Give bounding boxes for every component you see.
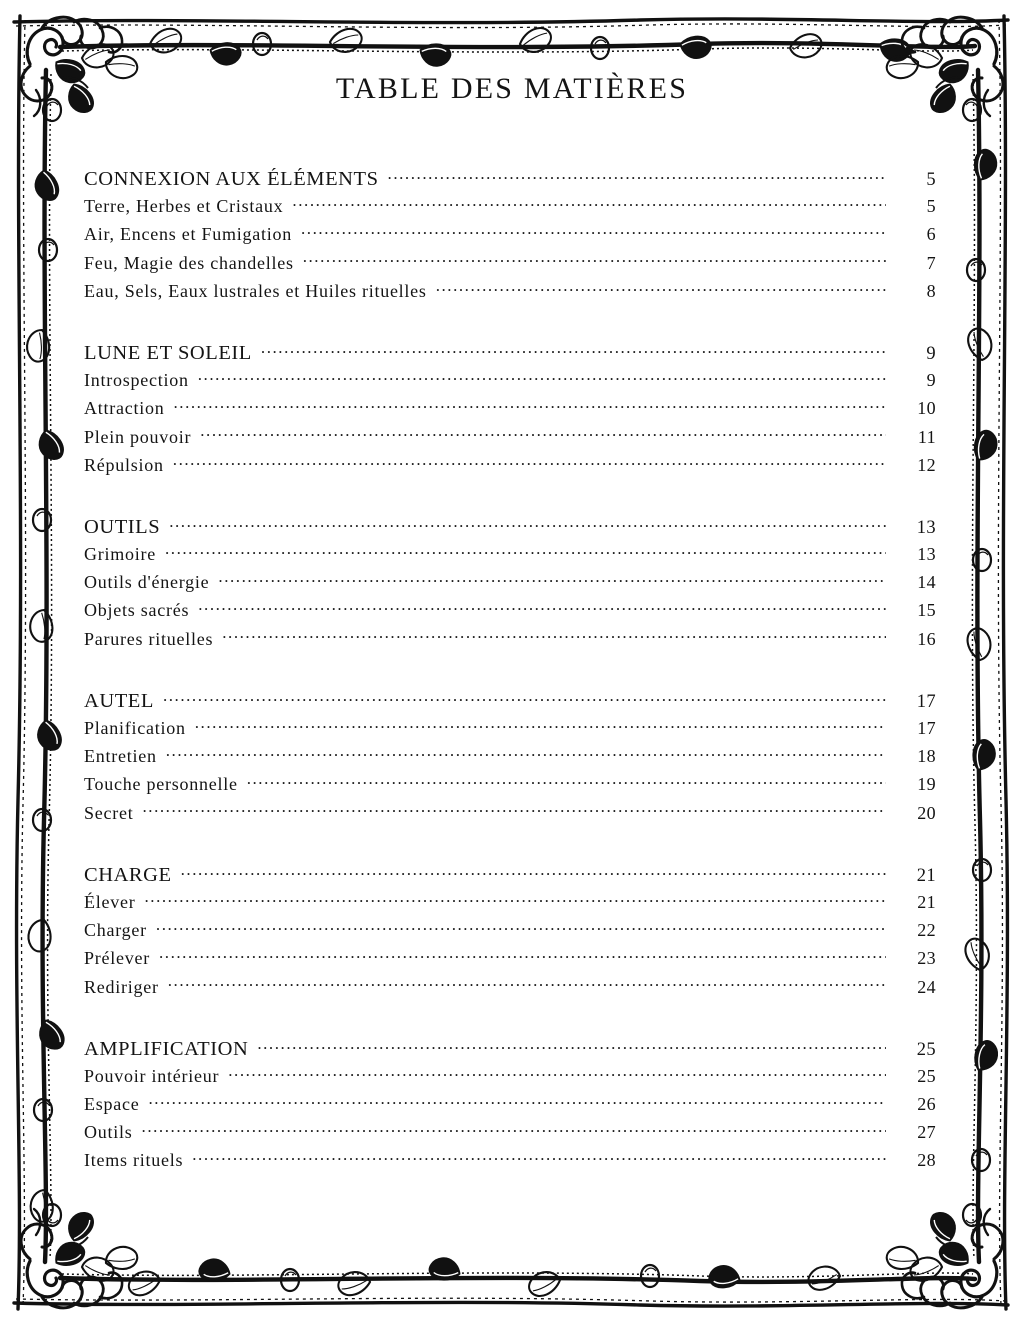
- toc-entry-page: 18: [917, 746, 936, 767]
- toc-entry-label: AMPLIFICATION: [84, 1037, 249, 1060]
- leader-dots: [218, 572, 886, 588]
- toc-entry-page: 25: [917, 1065, 936, 1086]
- toc-entry-label: Objets sacrés: [84, 600, 190, 621]
- toc-entry-label: Répulsion: [84, 454, 164, 475]
- toc-entry-page: 12: [917, 454, 936, 475]
- toc-entry[interactable]: [84, 455, 936, 483]
- toc-entry-page: 20: [917, 802, 936, 823]
- toc-entry-label: Items rituels: [84, 1150, 184, 1171]
- toc-section: [84, 516, 936, 657]
- toc-entry-page: 27: [917, 1122, 936, 1143]
- toc-entry-page: 9: [926, 370, 936, 391]
- toc-entry-page: 5: [926, 196, 936, 217]
- toc-entry-label: Secret: [84, 802, 134, 823]
- leader-dots: [166, 746, 886, 762]
- toc-entry[interactable]: [84, 224, 936, 252]
- toc-entry[interactable]: [84, 1122, 936, 1150]
- leader-dots: [169, 517, 886, 533]
- toc-entry[interactable]: [84, 427, 936, 455]
- toc-entry-page: 22: [917, 920, 936, 941]
- toc-entry-label: Prélever: [84, 948, 150, 969]
- toc-entry-page: 13: [916, 517, 936, 538]
- toc-section-heading[interactable]: [84, 690, 936, 718]
- toc-entry-label: Feu, Magie des chandelles: [84, 252, 294, 273]
- toc-entry-page: 11: [917, 426, 936, 447]
- toc-entry[interactable]: [84, 544, 936, 572]
- leader-dots: [200, 427, 886, 443]
- leader-dots: [388, 169, 886, 185]
- toc-entry-label: Eau, Sels, Eaux lustrales et Huiles rituelles: [84, 280, 427, 301]
- toc-section-heading[interactable]: [84, 516, 936, 544]
- leader-dots: [173, 455, 886, 471]
- toc-entry-label: OUTILS: [84, 515, 161, 538]
- toc-section-heading[interactable]: [84, 342, 936, 370]
- toc-entry[interactable]: [84, 600, 936, 628]
- toc-entry[interactable]: [84, 718, 936, 746]
- leader-dots: [144, 892, 886, 908]
- toc-entry-page: 16: [917, 628, 936, 649]
- toc-section: [84, 1038, 936, 1179]
- toc-entry-page: 17: [917, 718, 936, 738]
- toc-entry-page: 6: [926, 224, 936, 245]
- toc-list: [84, 168, 936, 1179]
- toc-entry-label: Parures rituelles: [84, 628, 214, 649]
- leader-dots: [192, 1150, 886, 1166]
- toc-entry-label: CHARGE: [84, 863, 172, 886]
- toc-entry-page: 7: [926, 252, 936, 273]
- leader-dots: [168, 977, 886, 993]
- toc-entry-label: CONNEXION AUX ÉLÉMENTS: [84, 168, 379, 190]
- leader-dots: [142, 1122, 886, 1138]
- toc-entry-label: Outils: [84, 1122, 133, 1143]
- leader-dots: [198, 370, 886, 386]
- leader-dots: [436, 281, 886, 297]
- toc-entry-label: Terre, Herbes et Cristaux: [84, 196, 284, 217]
- toc-entry-label: Charger: [84, 920, 147, 941]
- page-title: TABLE DES MATIÈRES: [335, 72, 689, 105]
- toc-entry-label: AUTEL: [84, 689, 154, 712]
- toc-entry[interactable]: [84, 629, 936, 657]
- toc-entry[interactable]: [84, 281, 936, 309]
- leader-dots: [148, 1094, 886, 1110]
- toc-entry[interactable]: [84, 370, 936, 398]
- leader-dots: [195, 718, 886, 734]
- toc-entry[interactable]: [84, 920, 936, 948]
- toc-entry-page: 25: [916, 1039, 936, 1060]
- toc-entry-page: 5: [926, 170, 936, 190]
- toc-entry[interactable]: [84, 398, 936, 426]
- toc-entry-page: 8: [926, 280, 936, 301]
- toc-entry[interactable]: [84, 948, 936, 976]
- toc-entry-page: 26: [917, 1094, 936, 1115]
- leader-dots: [163, 691, 886, 707]
- leader-dots: [222, 629, 886, 645]
- toc-entry-page: 9: [926, 343, 936, 364]
- leader-dots: [198, 600, 886, 616]
- toc-entry-page: 23: [917, 948, 936, 969]
- toc-entry-page: 17: [916, 691, 936, 712]
- toc-entry[interactable]: [84, 803, 936, 831]
- leader-dots: [292, 196, 886, 212]
- toc-entry-label: Outils d'énergie: [84, 572, 210, 593]
- toc-section-heading[interactable]: [84, 168, 936, 196]
- leader-dots: [142, 803, 886, 819]
- leader-dots: [165, 544, 886, 560]
- leader-dots: [181, 865, 886, 881]
- toc-entry-label: Plein pouvoir: [84, 426, 192, 447]
- leader-dots: [247, 774, 886, 790]
- leader-dots: [261, 343, 886, 359]
- toc-entry[interactable]: [84, 253, 936, 281]
- toc-entry-page: 19: [917, 774, 936, 795]
- leader-dots: [257, 1039, 886, 1055]
- toc-entry-page: 21: [916, 865, 936, 886]
- toc-entry-label: LUNE ET SOLEIL: [84, 341, 252, 364]
- toc-entry[interactable]: [84, 746, 936, 774]
- leader-dots: [301, 224, 886, 240]
- toc-entry[interactable]: [84, 572, 936, 600]
- toc-entry-label: Introspection: [84, 370, 189, 391]
- leader-dots: [303, 253, 886, 269]
- toc-section-heading[interactable]: [84, 864, 936, 892]
- toc-entry-page: 24: [917, 976, 936, 997]
- leader-dots: [173, 398, 886, 414]
- toc-entry-label: Pouvoir intérieur: [84, 1065, 220, 1086]
- toc-section: [84, 342, 936, 483]
- toc-entry[interactable]: [84, 1066, 936, 1094]
- toc-entry-label: Attraction: [84, 398, 165, 419]
- toc-section: [84, 864, 936, 1005]
- toc-entry-page: 15: [917, 600, 936, 621]
- toc-section-heading[interactable]: [84, 1038, 936, 1066]
- toc-entry-label: Rediriger: [84, 976, 159, 997]
- toc-entry[interactable]: [84, 196, 936, 224]
- toc-entry-page: 21: [917, 891, 936, 912]
- leader-dots: [156, 920, 886, 936]
- toc-entry-page: 28: [917, 1150, 936, 1171]
- toc-entry-label: Espace: [84, 1094, 140, 1115]
- toc-entry[interactable]: [84, 774, 936, 802]
- toc-entry[interactable]: [84, 892, 936, 920]
- leader-dots: [228, 1066, 886, 1082]
- toc-section: [84, 168, 936, 309]
- leader-dots: [159, 948, 886, 964]
- toc-entry-label: Planification: [84, 718, 186, 738]
- toc-entry-label: Air, Encens et Fumigation: [84, 224, 292, 245]
- toc-entry-page: 13: [917, 544, 936, 565]
- toc-entry-label: Touche personnelle: [84, 774, 238, 795]
- toc-entry-label: Grimoire: [84, 544, 156, 565]
- toc-entry-label: Entretien: [84, 746, 157, 767]
- toc-section: [84, 690, 936, 831]
- toc-entry[interactable]: [84, 1094, 936, 1122]
- toc-entry[interactable]: [84, 977, 936, 1005]
- toc-entry[interactable]: [84, 1150, 936, 1178]
- toc-entry-label: Élever: [84, 891, 136, 912]
- toc-entry-page: 14: [917, 572, 936, 593]
- toc-entry-page: 10: [917, 398, 936, 419]
